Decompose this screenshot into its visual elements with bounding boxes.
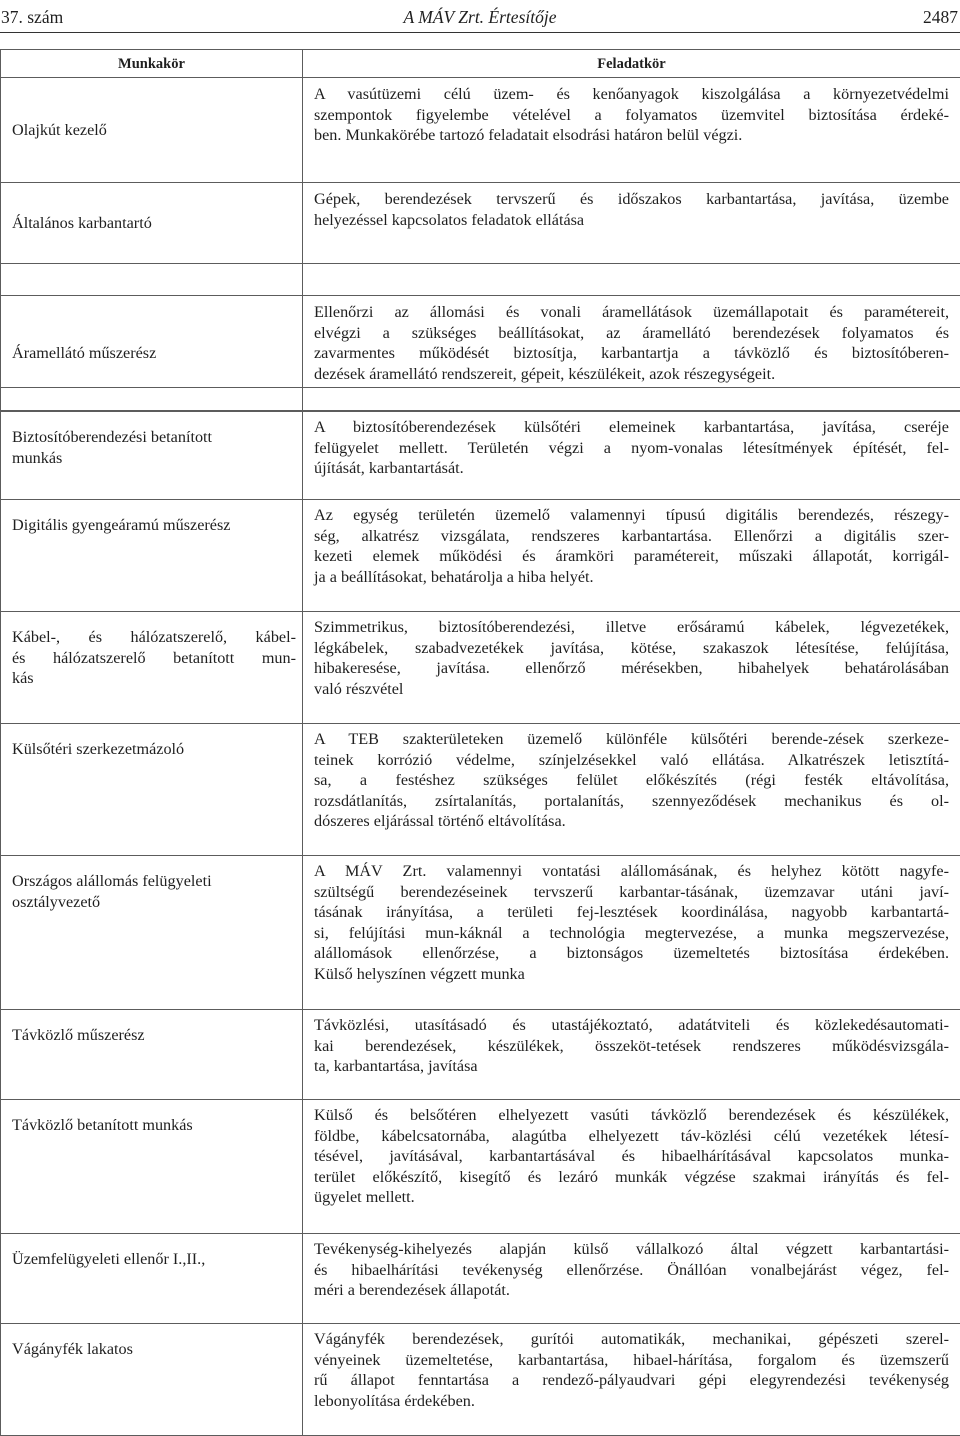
text-line: ben. Munkakörébe tartozó feladatait elsodrási határon belül végzi. bbox=[314, 125, 949, 146]
text-line: kai berendezések, készülékek, összeköt-tetések rendszeres működésvizsgála- bbox=[314, 1036, 949, 1057]
text-line: zavarmentes működését biztosítja, karbantartja a távközlő és biztosítóberen- bbox=[314, 343, 949, 364]
table-row bbox=[1, 724, 960, 856]
duty-cell bbox=[303, 412, 960, 500]
table-row bbox=[1, 78, 960, 183]
text-line: Szimmetrikus, biztosítóberendezési, illetve erősáramú kábelek, légvezetékek, bbox=[314, 617, 949, 638]
text-line: Távközlési, utasításadó és utastájékoztató, adatátviteli és közlekedésautomati- bbox=[314, 1015, 949, 1036]
table-row-spacer bbox=[1, 388, 960, 412]
text-line: Üzemfelügyeleti ellenőr I.,II., bbox=[12, 1249, 296, 1270]
text-line: szültségű berendezéseinek tervszerű karbantar-tásának, üzemzavar utáni javí- bbox=[314, 882, 949, 903]
text-line: rozsdátlanítás, zsírtalanítás, portalanítás, szennyeződések mechanikus és ol- bbox=[314, 791, 949, 812]
text-line: Az egység területén üzemelő valamennyi típusú digitális berendezés, részegy- bbox=[314, 505, 949, 526]
page-number: 2487 bbox=[923, 7, 958, 27]
text-line: osztályvezető bbox=[12, 892, 296, 913]
text-line: sa, a festéshez szükséges felület előkészítés (régi festék eltávolítása, bbox=[314, 770, 949, 791]
table-row bbox=[1, 500, 960, 612]
role-cell bbox=[1, 724, 303, 856]
role-cell bbox=[1, 183, 303, 264]
text-line: Digitális gyengeáramú műszerész bbox=[12, 515, 296, 536]
duty-cell bbox=[303, 612, 960, 724]
text-line: dószeres eljárással történő eltávolítása. bbox=[314, 811, 949, 832]
text-line: Távközlő műszerész bbox=[12, 1025, 296, 1046]
text-line: ség, alkatrész vizsgálata, rendszeres karbantartása. Ellenőrzi a digitális szer- bbox=[314, 526, 949, 547]
text-line: A TEB szakterületeken üzemelő különféle külsőtéri berende-zések szerkeze- bbox=[314, 729, 949, 750]
role-cell bbox=[1, 1100, 303, 1234]
text-line: és hibaelhárítási tevékenység ellenőrzése. Önállóan vonalbejárást végez, fel- bbox=[314, 1260, 949, 1281]
text-line: Külső és belsőtéren elhelyezett vasúti távközlő berendezések és készülékek, bbox=[314, 1105, 949, 1126]
duty-cell bbox=[303, 264, 960, 296]
text-line: Vágányfék berendezések, gurítói automatikák, mechanikai, gépészeti szerel- bbox=[314, 1329, 949, 1350]
role-cell bbox=[1, 412, 303, 500]
text-line: kás bbox=[12, 668, 296, 689]
table-row bbox=[1, 1010, 960, 1100]
text-line: való részvétel bbox=[314, 679, 949, 700]
text-line: vényeinek üzemeltetése, karbantartása, hibael-hárítása, forgalom és üzemszerű bbox=[314, 1350, 949, 1371]
text-line: méri a berendezések állapotát. bbox=[314, 1280, 949, 1301]
text-line: szempontok figyelembe vételével a folyamatos üzemvitel biztosítása érdeké- bbox=[314, 105, 949, 126]
text-line: Országos alállomás felügyeleti bbox=[12, 871, 296, 892]
text-line: A vasútüzemi célú üzem- és kenőanyagok kiszolgálása a környezetvédelmi bbox=[314, 84, 949, 105]
column-header-duty: Feladatkör bbox=[303, 50, 960, 78]
duty-cell bbox=[303, 78, 960, 183]
role-cell bbox=[1, 78, 303, 183]
text-line: A biztosítóberendezések külsőtéri elemeinek karbantartása, javítása, cseréje bbox=[314, 417, 949, 438]
duty-cell bbox=[303, 1234, 960, 1324]
text-line: Vágányfék lakatos bbox=[12, 1339, 296, 1360]
text-line: földbe, kábelcsatornába, alagútba elhelyezett táv-közlési célú vezetékek létesí- bbox=[314, 1126, 949, 1147]
duty-cell bbox=[303, 724, 960, 856]
text-line: helyezéssel kapcsolatos feladatok ellátása bbox=[314, 210, 949, 231]
text-line: Ellenőrzi az állomási és vonali áramellátások üzemállapotait és paramétereit, bbox=[314, 302, 949, 323]
text-line: lebonyolítása érdekében. bbox=[314, 1391, 949, 1412]
role-cell bbox=[1, 1234, 303, 1324]
text-line: Külsőtéri szerkezetmázoló bbox=[12, 739, 296, 760]
text-line: A MÁV Zrt. valamennyi vontatási alállomásának, és helyhez kötött nagyfe- bbox=[314, 861, 949, 882]
text-line: kezeti elemek működési és áramköri paramétereit, műszaki állapotát, korrigál- bbox=[314, 546, 949, 567]
text-line: légkábelek, szabadvezetékek javítása, kötése, szakaszok létesítése, felújítása, bbox=[314, 638, 949, 659]
table-row bbox=[1, 1324, 960, 1436]
text-line: dezések áramellátó rendszereit, gépeit, készülékeit, azok részegységeit. bbox=[314, 364, 949, 385]
text-line: Kábel-, és hálózatszerelő, kábel- bbox=[12, 627, 296, 648]
duty-cell bbox=[303, 500, 960, 612]
table-row bbox=[1, 412, 960, 500]
role-cell bbox=[1, 1324, 303, 1436]
text-line: rű állapot fenntartása a rendező-pályaudvari gépi elegyrendezési tevékenység bbox=[314, 1370, 949, 1391]
table-row bbox=[1, 183, 960, 264]
text-line: Gépek, berendezések tervszerű és időszakos karbantartása, javítása, üzembe bbox=[314, 189, 949, 210]
text-line: tésével, javításával, karbantartásával és hibaelhárításával kapcsolatos munka- bbox=[314, 1146, 949, 1167]
text-line: felügyelet mellett. Területén végzi a nyom-vonalas létesítmények építését, fel- bbox=[314, 438, 949, 459]
table-row-spacer bbox=[1, 264, 960, 296]
text-line: elvégzi a szükséges beállításokat, az áramellátó berendezések folyamatos és bbox=[314, 323, 949, 344]
text-line: újítását, karbantartását. bbox=[314, 458, 949, 479]
duty-cell bbox=[303, 388, 960, 412]
text-line: ta, karbantartása, javítása bbox=[314, 1056, 949, 1077]
text-line: Távközlő betanított munkás bbox=[12, 1115, 296, 1136]
role-cell bbox=[1, 856, 303, 1010]
role-cell bbox=[1, 1010, 303, 1100]
text-line: Biztosítóberendezési betanított bbox=[12, 427, 296, 448]
role-cell bbox=[1, 264, 303, 296]
text-line: munkás bbox=[12, 448, 296, 469]
text-line: és hálózatszerelő betanított mun- bbox=[12, 648, 296, 669]
issue-number: 37. szám bbox=[1, 7, 63, 27]
duty-cell bbox=[303, 856, 960, 1010]
text-line: Áramellátó műszerész bbox=[12, 343, 296, 364]
duty-cell bbox=[303, 1100, 960, 1234]
text-line: Tevékenység-kihelyezés alapján külső vállalkozó által végzett karbantartási- bbox=[314, 1239, 949, 1260]
job-table-bottom bbox=[0, 387, 960, 1436]
duty-cell bbox=[303, 183, 960, 264]
text-line: teinek korrózió védelme, színjelzésekkel való ellátása. Alkatrészek letisztítá- bbox=[314, 750, 949, 771]
text-line: ja a beállításokat, behatárolja a hiba helyét. bbox=[314, 567, 949, 588]
text-line: si, felújítási mun-káknál a technológia megtervezése, a munka megszervezése, bbox=[314, 923, 949, 944]
text-line: ügyelet mellett. bbox=[314, 1187, 949, 1208]
text-line: tásának irányítása, a területi fej-lesztések koordinálása, nagyobb karbantartá- bbox=[314, 902, 949, 923]
role-cell bbox=[1, 500, 303, 612]
header-rule bbox=[0, 32, 960, 33]
table-row bbox=[1, 612, 960, 724]
duty-cell bbox=[303, 1324, 960, 1436]
duty-cell bbox=[303, 1010, 960, 1100]
role-cell bbox=[1, 388, 303, 412]
role-cell bbox=[1, 612, 303, 724]
journal-title: A MÁV Zrt. Értesítője bbox=[0, 7, 960, 27]
page-header bbox=[0, 0, 960, 36]
text-line: Általános karbantartó bbox=[12, 213, 296, 234]
job-table-top bbox=[0, 49, 960, 411]
text-line: Külső helyszínen végzett munka bbox=[314, 964, 949, 985]
text-line: Olajkút kezelő bbox=[12, 120, 296, 141]
text-line: hibakeresése, javítása. ellenőrző mérésekben, hibahelyek behatárolásában bbox=[314, 658, 949, 679]
table-row bbox=[1, 1234, 960, 1324]
text-line: alállomások ellenőrzése, a biztonságos üzemeltetés biztosítása érdekében. bbox=[314, 943, 949, 964]
column-header-role: Munkakör bbox=[1, 50, 303, 78]
table-row bbox=[1, 1100, 960, 1234]
table-header-row bbox=[1, 50, 960, 78]
text-line: terület előkészítő, kisegítő és lezáró munkák végzése szakmai irányítás és fel- bbox=[314, 1167, 949, 1188]
table-row bbox=[1, 856, 960, 1010]
